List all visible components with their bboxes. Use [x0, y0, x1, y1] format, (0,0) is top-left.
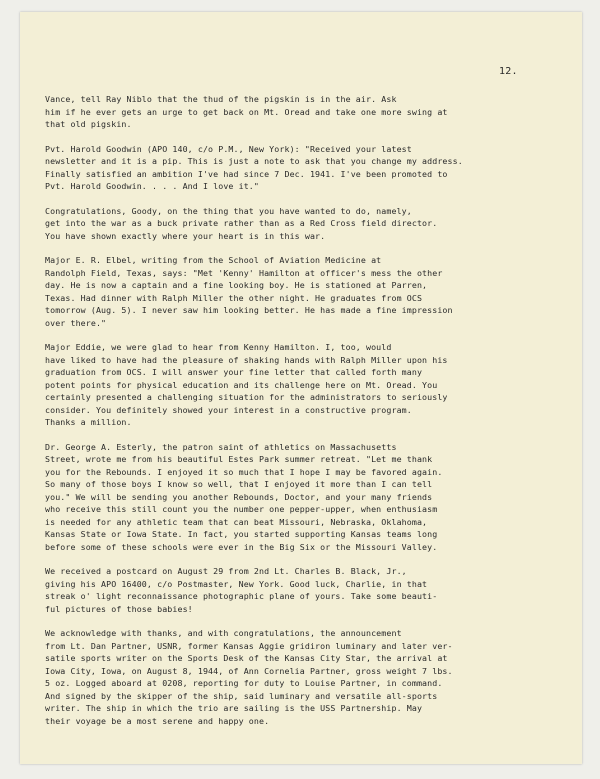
- paragraph: Dr. George A. Esterly, the patron saint of athletics on Massachusetts Street, wrote me from his beautiful Estes Park summer retreat. "Let me thank you for the Rebounds. I enjoyed it so much that I hope I may be favored again. So many of those boys I know so well, that I enjoyed it more than I can tell you." We will be sending you another Rebounds, Doctor, and your many friends who receive this still count you the number one pepper-upper, when enthusiasm is needed for any athletic team that can beat Missouri, Nebraska, Oklahoma, Kansas State or Iowa State. In fact, you started supporting Kansas teams long before some of these schools were ever in the Big Six or the Missouri Valley.: [45, 441, 443, 552]
- paragraph: We acknowledge with thanks, and with congratulations, the announcement from Lt. Dan Partner, USNR, former Kansas Aggie gridiron luminary and later ver- satile sports writer on the Sports Desk of the Kansas City Star, the arrival at Iowa City, Iowa, on August 8, 1944, of Ann Cornelia Partner, gross weight 7 lbs. 5 oz. Logged aboard at 0208, reporting for duty to Louise Partner, in command. And signed by the skipper of the ship, said luminary and versatile all-sports writer. The ship in which the trio are sailing is the USS Partnership. May their voyage be a most serene and happy one.: [45, 628, 453, 726]
- paragraph: Vance, tell Ray Niblo that the thud of the pigskin is in the air. Ask him if he ever gets an urge to get back on Mt. Oread and take one more swing at that old pigskin.: [45, 94, 448, 129]
- paragraph: Pvt. Harold Goodwin (APO 140, c/o P.M., New York): "Received your latest newsletter and it is a pip. This is just a note to ask that you change my address. Finally satisfied an ambition I've had since 7 Dec. 1941. I've been promoted to Pvt. Harold Goodwin. . . . And I love it.": [45, 143, 463, 191]
- paragraph: Major E. R. Elbel, writing from the School of Aviation Medicine at Randolph Field, Texas, says: "Met 'Kenny' Hamilton at officer's mess the other day. He is now a captain and a fine looking boy. He is stationed at Parren, Texas. Had dinner with Ralph Miller the other night. He graduates from OCS tomorrow (Aug. 5). I never saw him looking better. He has made a fine impression over there.": [45, 255, 453, 328]
- letter-body: [45, 93, 565, 739]
- paragraph: Major Eddie, we were glad to hear from Kenny Hamilton. I, too, would have liked to have had the pleasure of shaking hands with Ralph Miller upon his graduation from OCS. I will answer your fine letter that called forth many potent points for physical education and its challenge here on Mt. Oread. You certainly presented a challenging situation for the administrators to seriously consider. You definitely showed your interest in a constructive program. Thanks a million.: [45, 342, 448, 427]
- paragraph: We received a postcard on August 29 from 2nd Lt. Charles B. Black, Jr., giving his APO 16400, c/o Postmaster, New York. Good luck, Charlie, in that streak o' light reconnaissance photographic plane of yours. Take some beauti- ful pictures of those babies!: [45, 566, 438, 614]
- paragraph: Congratulations, Goody, on the thing that you have wanted to do, namely, get into the war as a buck private rather than as a Red Cross field director. You have shown exactly where your heart is in this war.: [45, 205, 438, 241]
- document-page: [20, 12, 582, 764]
- page-number: 12.: [499, 66, 518, 77]
